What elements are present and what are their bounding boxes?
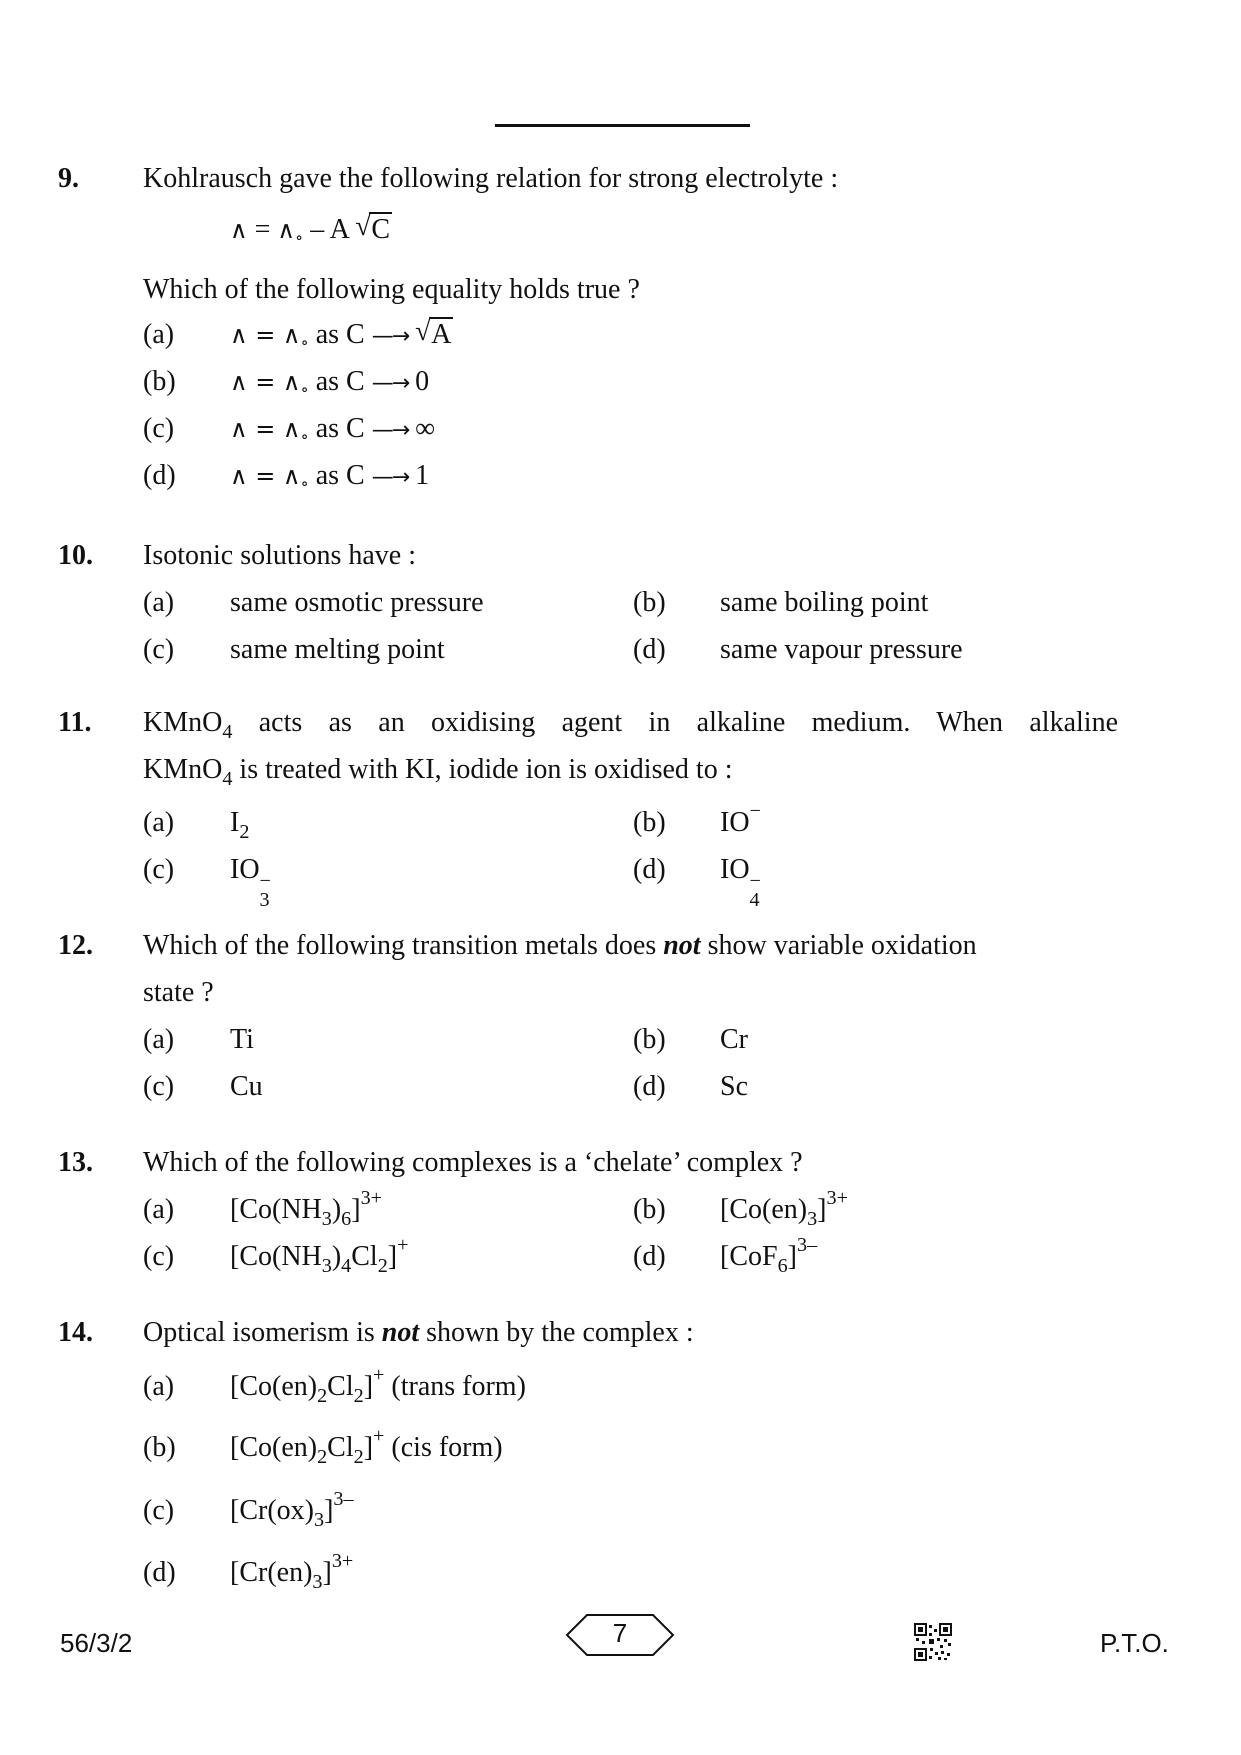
question-stem-line-1: KMnO$_4$ acts as an oxidising agent in alkaline medium. When alkaline xyxy=(143,707,1118,744)
option-b-text: $[Co(en)_3]^{3+}$ xyxy=(720,1186,848,1231)
option-b[interactable]: (b) xyxy=(633,807,666,838)
option-c-text: Cu xyxy=(230,1071,263,1102)
question-stem: Isotonic solutions have : xyxy=(143,540,416,571)
question-stem-line-2: KMnO$_4$ is treated with KI, iodide ion is oxidised to : xyxy=(143,754,733,791)
question-number: 13. xyxy=(58,1147,93,1178)
option-d[interactable]: (d) xyxy=(633,1241,666,1272)
option-b[interactable]: (b) xyxy=(633,1194,666,1225)
option-b-text: same boiling point xyxy=(720,587,929,618)
option-c-text: $[Cr(ox)_3]^{3-}$ xyxy=(230,1487,354,1532)
question-number: 12. xyxy=(58,930,93,961)
option-c[interactable]: (c) xyxy=(143,1495,175,1526)
option-b[interactable]: (b) xyxy=(633,587,666,618)
question-stem: Kohlrausch gave the following relation for strong electrolyte : xyxy=(143,163,839,194)
option-d[interactable]: (d) xyxy=(143,460,176,491)
option-a[interactable]: (a) xyxy=(143,1194,175,1225)
option-c-text: $[Co(NH_3)_4Cl_2]^+$ xyxy=(230,1233,409,1278)
top-divider xyxy=(495,124,750,127)
question-number: 9. xyxy=(58,163,79,194)
option-c-text: same melting point xyxy=(230,634,445,665)
question-stem: Optical isomerism is not shown by the complex : xyxy=(143,1317,694,1348)
option-b-text: ∧ = ∧∘ as C —→ 0 xyxy=(230,366,430,400)
option-d-text: $[CoF_6]^{3-}$ xyxy=(720,1233,818,1278)
qr-code-icon xyxy=(914,1623,952,1661)
option-a[interactable]: (a) xyxy=(143,587,175,618)
option-d-text: same vapour pressure xyxy=(720,634,963,665)
option-d-text: ∧ = ∧∘ as C —→ 1 xyxy=(230,460,430,494)
option-a[interactable]: (a) xyxy=(143,1024,175,1055)
option-d-text: $[Cr(en)_3]^{3+}$ xyxy=(230,1549,354,1594)
option-a-text: $[Co(en)_2Cl_2]^+$ (trans form) xyxy=(230,1363,526,1408)
question-number: 11. xyxy=(58,707,92,738)
page-number-badge xyxy=(565,1612,675,1658)
question-stem-line-2: state ? xyxy=(143,977,214,1008)
option-a[interactable]: (a) xyxy=(143,1371,175,1402)
option-a-text: ∧ = ∧∘ as C —→ √ A xyxy=(230,319,453,351)
option-c[interactable]: (c) xyxy=(143,634,175,665)
right-arrow-icon: —→ xyxy=(371,418,409,443)
please-turn-over: P.T.O. xyxy=(1100,1628,1169,1658)
option-d[interactable]: (d) xyxy=(633,1071,666,1102)
option-d[interactable]: (d) xyxy=(633,854,666,885)
option-d-text: Sc xyxy=(720,1071,748,1102)
option-c[interactable]: (c) xyxy=(143,413,175,444)
right-arrow-icon: —→ xyxy=(371,465,409,490)
question-stem: Which of the following transition metals does not show variable oxidation xyxy=(143,930,977,961)
option-a-text: $[Co(NH_3)_6]^{3+}$ xyxy=(230,1186,383,1231)
option-a-text: Ti xyxy=(230,1024,254,1055)
paper-code: 56/3/2 xyxy=(60,1628,133,1658)
option-b[interactable]: (b) xyxy=(143,1432,176,1463)
option-a[interactable]: (a) xyxy=(143,319,175,350)
option-a-text: same osmotic pressure xyxy=(230,587,484,618)
option-b[interactable]: (b) xyxy=(633,1024,666,1055)
question-prompt: Which of the following equality holds true ? xyxy=(143,274,640,305)
right-arrow-icon: —→ xyxy=(371,371,409,396)
question-number: 14. xyxy=(58,1317,93,1348)
option-b-text: $[Co(en)_2Cl_2]^+$ (cis form) xyxy=(230,1424,503,1469)
option-d[interactable]: (d) xyxy=(633,634,666,665)
kohlrausch-equation: ∧ = ∧∘ – A √ C xyxy=(230,214,392,246)
option-c[interactable]: (c) xyxy=(143,1241,175,1272)
page-number: 7 xyxy=(612,1618,628,1648)
sqrt-c: √ C xyxy=(355,214,392,246)
question-stem: Which of the following complexes is a ‘chelate’ complex ? xyxy=(143,1147,803,1178)
option-a-text: $I_2$ xyxy=(230,807,250,844)
option-c[interactable]: (c) xyxy=(143,1071,175,1102)
option-d-text: IO − 4 xyxy=(720,854,761,912)
option-b-text: IO− xyxy=(720,799,761,838)
option-d[interactable]: (d) xyxy=(143,1557,176,1588)
question-number: 10. xyxy=(58,540,93,571)
option-b-text: Cr xyxy=(720,1024,748,1055)
right-arrow-icon: —→ xyxy=(371,324,409,349)
option-c-text: IO − 3 xyxy=(230,854,271,912)
option-a[interactable]: (a) xyxy=(143,807,175,838)
option-c[interactable]: (c) xyxy=(143,854,175,885)
option-c-text: ∧ = ∧∘ as C —→ ∞ xyxy=(230,413,436,447)
option-b[interactable]: (b) xyxy=(143,366,176,397)
